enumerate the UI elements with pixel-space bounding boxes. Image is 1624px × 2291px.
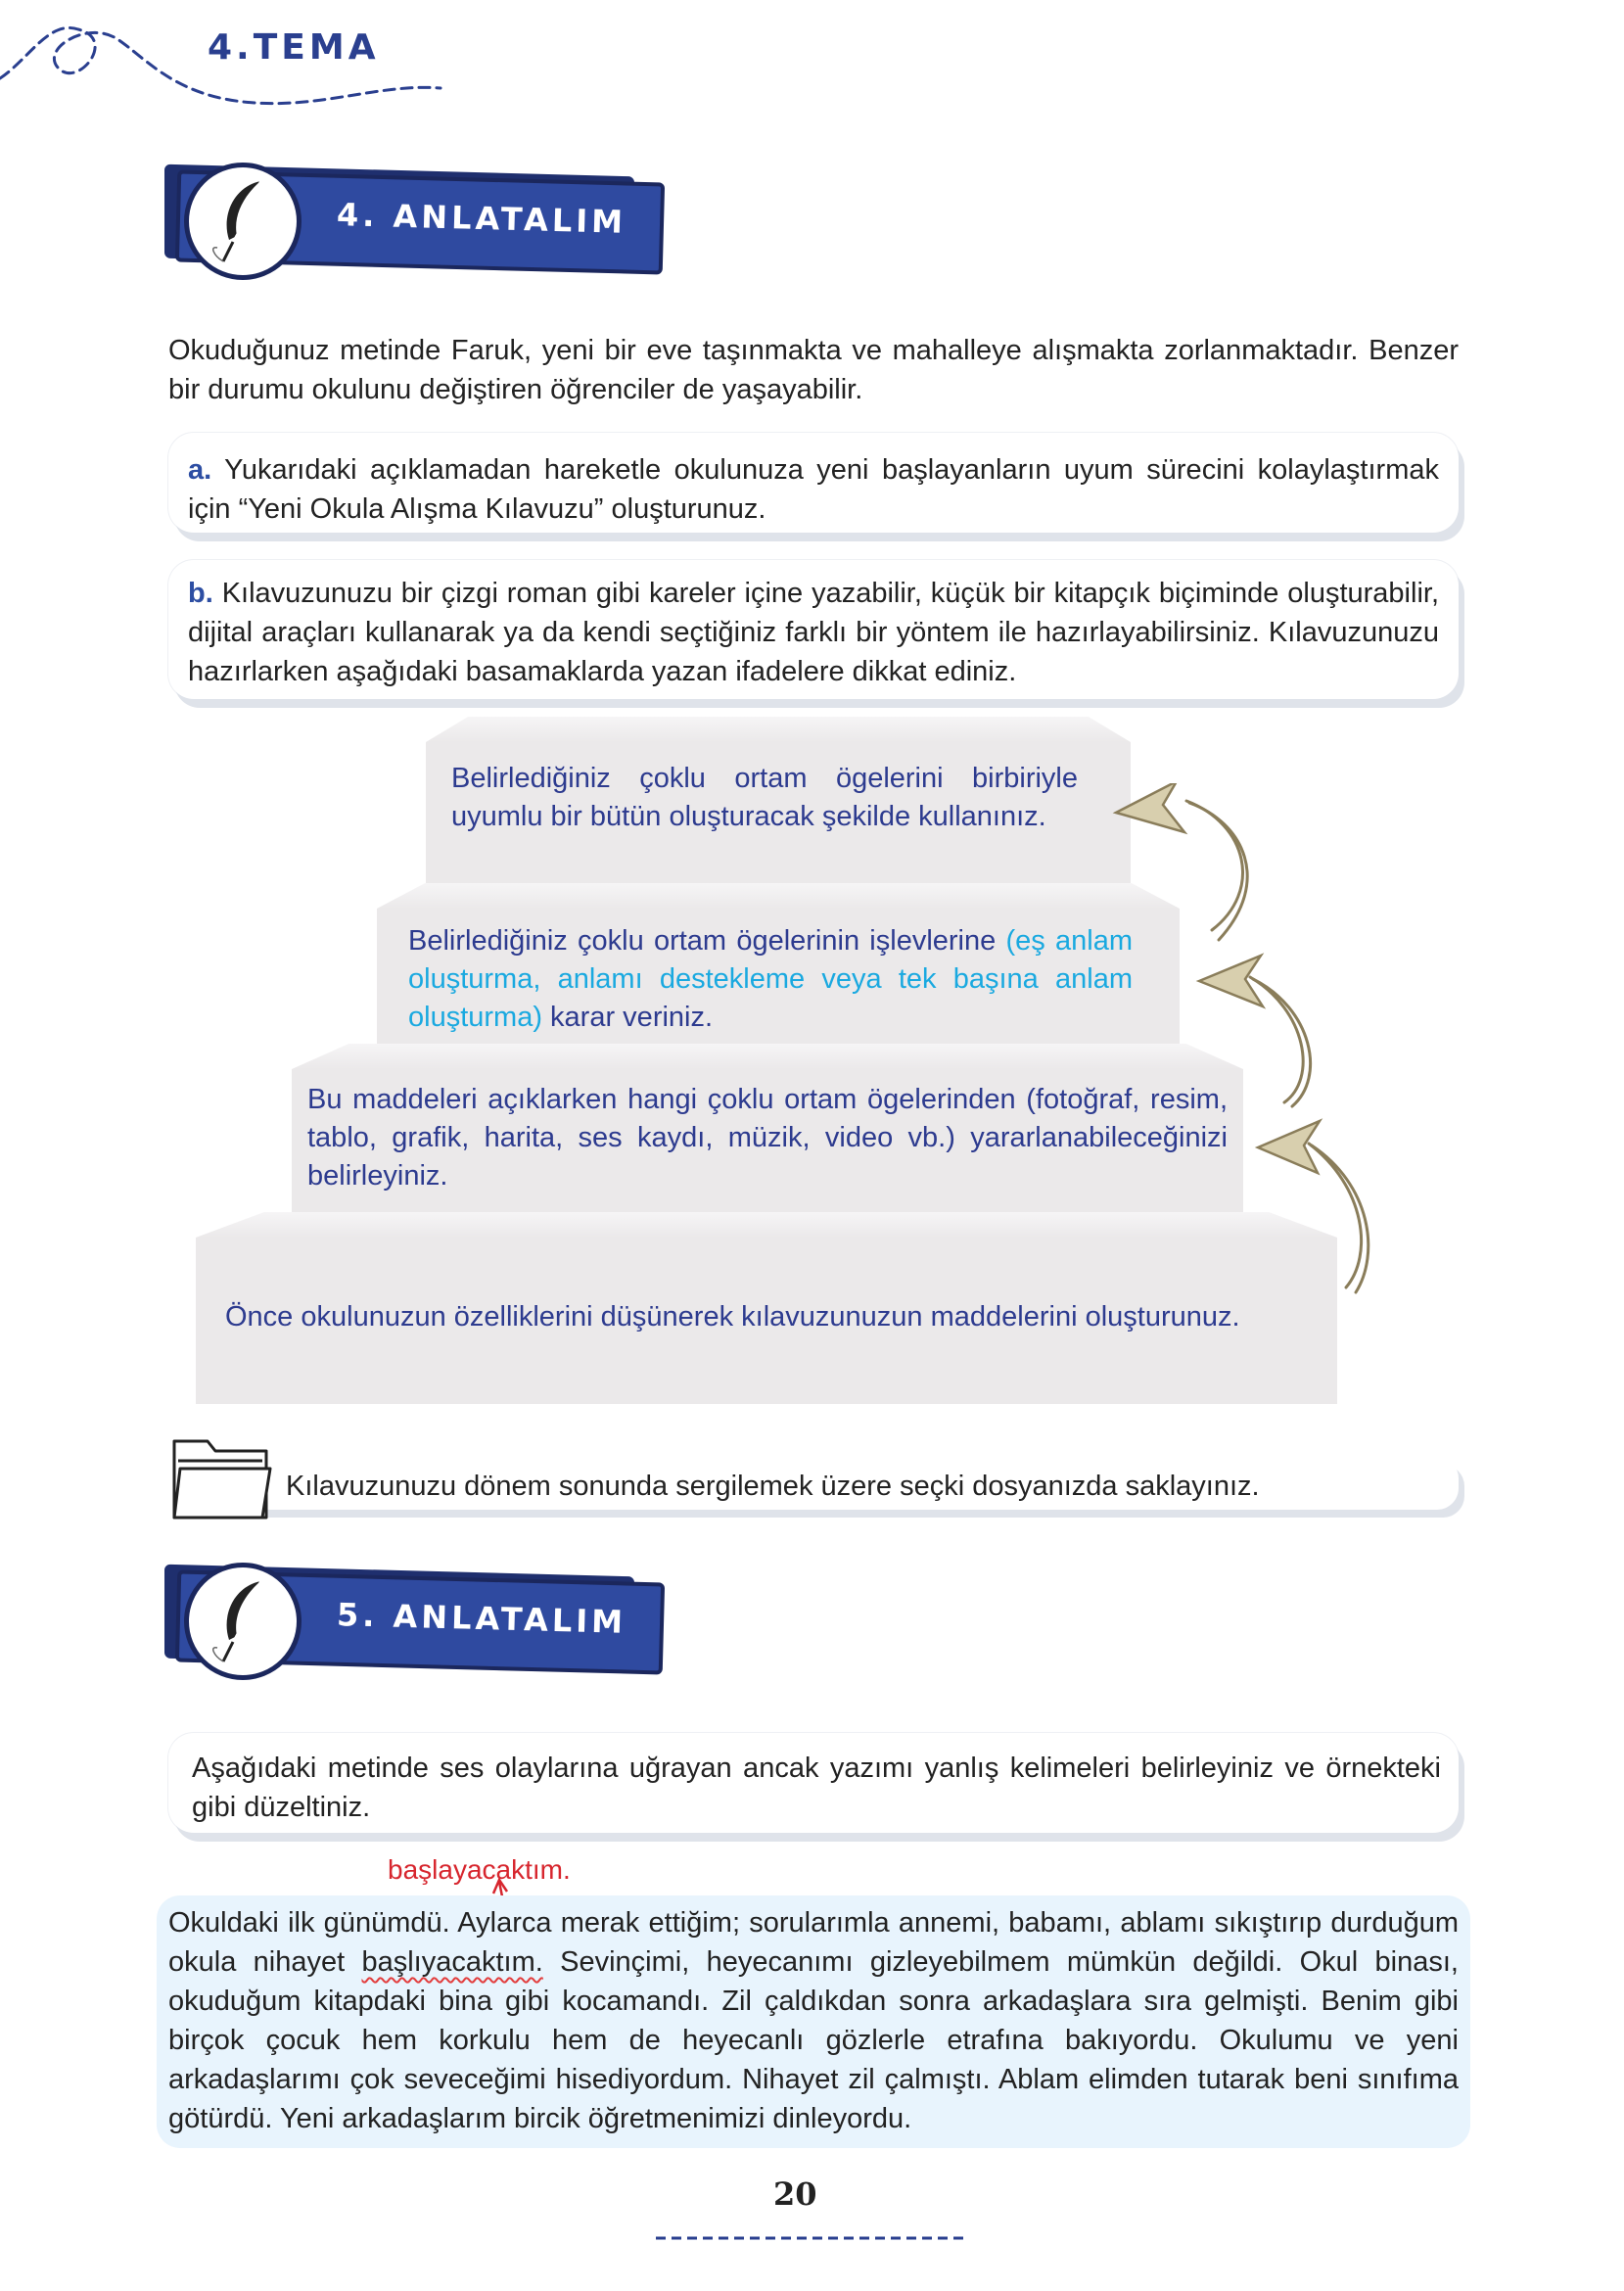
section-4-intro: Okuduğunuz metinde Faruk, yeni bir eve taşınmakta ve mahalleye alışmakta zorlanmaktadır. Benzer bir durumu okulunu değiştiren öğrenciler de yaşayabilir. — [168, 335, 1459, 405]
instruction-text: Aşağıdaki metinde ses olaylarına uğrayan ancak yazımı yanlış kelimeleri belirleyiniz ve örnekteki gibi düzeltiniz. — [192, 1753, 1441, 1823]
step-1-text: Önce okulunuzun özelliklerini düşünerek kılavuzunuzun maddelerini oluşturunuz. — [225, 1301, 1240, 1333]
step-4 — [426, 742, 1131, 883]
feather-quill-icon — [184, 163, 302, 280]
passage-box — [157, 1895, 1470, 2148]
section-5-banner — [164, 1566, 634, 1662]
item-a-box — [168, 433, 1459, 533]
step-3 — [377, 909, 1180, 1046]
feather-quill-icon — [184, 1563, 302, 1680]
footer-dashes — [656, 2232, 969, 2244]
item-a-text: Yukarıdaki açıklamadan hareketle okulunuza yeni başlayanların uyum sürecini kolaylaştırmak için “Yeni Okula Alışma Kılavuzu” oluşturunuz. — [188, 454, 1439, 525]
item-b-label: b. — [188, 578, 213, 609]
section-4-banner — [164, 166, 634, 262]
passage-part-1: Okuldaki ilk günümdü. Aylarca merak ettiğim; sorularımla annemi, babamı, ablamı sıkıştırıp durduğum okula nihayet — [168, 1907, 1459, 1978]
folder-icon — [168, 1431, 276, 1525]
correction-example: başlayacaktım. — [388, 1854, 571, 1885]
instruction-box — [168, 1733, 1459, 1833]
item-b-box — [168, 560, 1459, 699]
step-3-highlight: (eş anlam oluşturma, anlamı destekleme veya tek başına anlam oluşturma) — [408, 925, 1133, 1033]
step-3-text-start: Belirlediğiniz çoklu ortam ögelerinin işlevlerine — [408, 925, 1006, 957]
curved-arrow-icon — [1096, 783, 1410, 1312]
passage-part-2: Sevinçimi, heyecanımı gizleyebilmem mümkün değildi. Okul binası, okuduğum kitapdaki bina gibi kocamandı. Zil çaldıkdan sonra arkadaşlara sıra gelmişti. Benim gibi birçok çocuk hem korkulu hem de heyecanlı gözlerle etrafına bakıyordu. Okulumu ve yeni arkadaşlarımı çok seveceğimi hisediyordum. Nihayet zil çalmıştı. Ablam elimden tutarak beni sınıfıma götürdü. Yeni arkadaşlarım bircik öğretmenimizi dinleyordu. — [168, 1946, 1459, 2134]
step-3-text-end: karar veriniz. — [542, 1002, 714, 1033]
passage-wrong-word: başlıyacaktım. — [361, 1946, 543, 1978]
section-5-title: 5. ANLATALIM — [336, 1596, 627, 1641]
step-2-text: Bu maddeleri açıklarken hangi çoklu ortam ögelerinden (fotoğraf, resim, tablo, grafik, harita, ses kaydı, müzik, video vb.) yararlanabileceğinizi belirleyiniz. — [307, 1084, 1228, 1192]
page-number: 20 — [773, 2175, 817, 2213]
theme-title: 4.TEMA — [208, 27, 380, 68]
section-4-title: 4. ANLATALIM — [336, 196, 627, 241]
folder-note-text: Kılavuzunuzu dönem sonunda sergilemek üzere seçki dosyanızda saklayınız. — [286, 1471, 1260, 1502]
step-4-text: Belirlediğiniz çoklu ortam ögelerini birbiriyle uyumlu bir bütün oluşturacak şekilde kullanınız. — [451, 763, 1078, 832]
item-a-label: a. — [188, 454, 212, 486]
item-b-text: Kılavuzunuzu bir çizgi roman gibi kareler içine yazabilir, küçük bir kitapçık biçiminde oluşturabilir, dijital araçları kullanarak ya da kendi seçtiğiniz farklı bir yöntem ile hazırlayabilirsiniz. Kılavuzunuzu hazırlarken aşağıdaki basamaklarda yazan ifadelere dikkat ediniz. — [188, 578, 1439, 687]
